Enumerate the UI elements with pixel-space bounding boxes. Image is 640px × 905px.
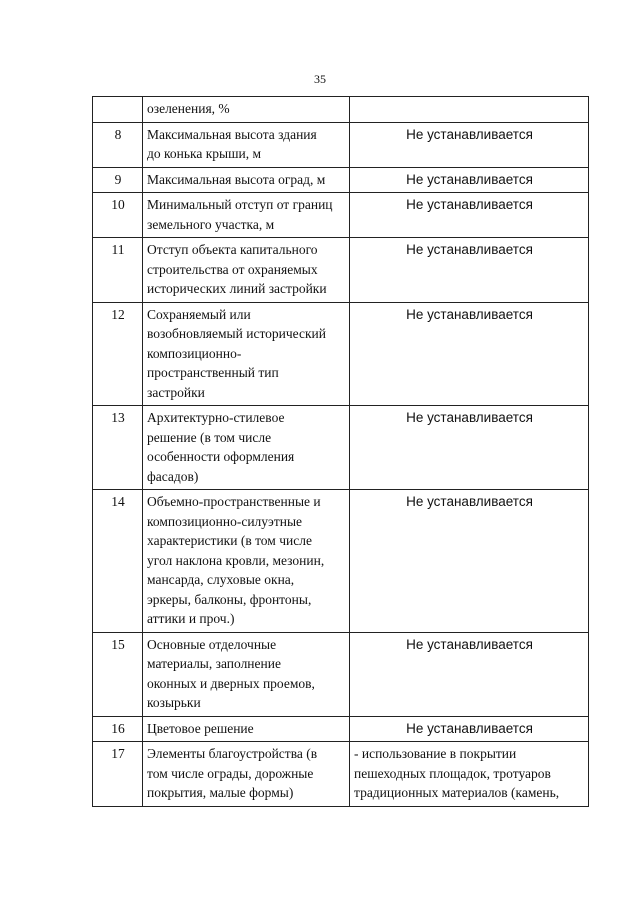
row-number: 14 — [93, 490, 143, 633]
row-number: 9 — [93, 167, 143, 193]
table-row — [93, 490, 589, 633]
value-text: Не устанавливается — [406, 636, 533, 652]
value-cell — [350, 167, 589, 193]
parameter-cell — [143, 167, 350, 193]
parameter-text: решение (в том числе — [147, 429, 272, 445]
page-number: 35 — [314, 72, 326, 86]
value-text: пешеходных площадок, тротуаров — [354, 765, 551, 781]
row-number: 10 — [93, 193, 143, 238]
parameter-text: Минимальный отступ от границ — [147, 197, 333, 212]
row-number: 13 — [93, 406, 143, 490]
parameter-text: угол наклона кровли, мезонин, — [147, 552, 325, 568]
table-row — [93, 632, 589, 716]
row-number: 8 — [93, 122, 143, 167]
row-number: 12 — [93, 302, 143, 406]
parameter-cell — [143, 193, 350, 238]
value-cell — [350, 742, 589, 807]
parameter-cell — [143, 716, 350, 742]
parameter-cell — [143, 302, 350, 406]
parameter-text: материалы, заполнение — [147, 656, 281, 671]
value-cell — [350, 193, 589, 238]
value-cell — [350, 97, 589, 123]
value-cell — [350, 302, 589, 406]
parameter-text: озеленения, % — [147, 101, 230, 116]
parameter-text: Цветовое решение — [147, 720, 254, 736]
parameter-text: Объемно-пространственные и — [147, 494, 321, 509]
parameter-text: мансарда, слуховые окна, — [147, 572, 295, 587]
value-text: - использование в покрытии — [354, 746, 517, 761]
row-number — [93, 97, 143, 123]
parameter-text: Максимальная высота здания — [147, 126, 317, 142]
parameter-text: Элементы благоустройства (в — [147, 746, 318, 761]
parameter-text: покрытия, малые формы) — [147, 785, 294, 800]
parameter-text: том числе ограды, дорожные — [147, 765, 314, 781]
value-text: Не устанавливается — [406, 197, 533, 212]
regulations-table — [92, 96, 589, 807]
value-text: Не устанавливается — [406, 242, 533, 257]
parameter-text: возобновляемый исторический — [147, 326, 327, 341]
row-number: 11 — [93, 238, 143, 303]
parameter-text: Максимальная высота оград, м — [147, 171, 326, 187]
parameter-cell — [143, 632, 350, 716]
value-text: Не устанавливается — [406, 306, 533, 322]
parameter-text: строительства от охраняемых — [147, 261, 318, 277]
table-row — [93, 193, 589, 238]
value-cell — [350, 122, 589, 167]
table-row — [93, 716, 589, 742]
parameter-cell — [143, 406, 350, 490]
parameter-cell — [143, 122, 350, 167]
parameter-cell — [143, 238, 350, 303]
parameter-text: характеристики (в том числе — [147, 533, 312, 548]
parameter-text: композиционно- — [147, 345, 242, 361]
table-row — [93, 742, 589, 807]
parameter-cell — [143, 742, 350, 807]
parameter-text: земельного участка, м — [147, 216, 275, 232]
row-number: 16 — [93, 716, 143, 742]
parameter-text: композиционно-силуэтные — [147, 513, 303, 529]
table-row — [93, 302, 589, 406]
parameter-text: аттики и проч.) — [147, 611, 235, 626]
value-text: Не устанавливается — [406, 720, 533, 736]
parameter-cell — [143, 97, 350, 123]
value-text: Не устанавливается — [406, 171, 533, 187]
parameter-text: застройки — [147, 384, 205, 400]
table-row — [93, 238, 589, 303]
table-body — [93, 97, 589, 807]
parameter-text: до конька крыши, м — [147, 146, 262, 161]
table-row — [93, 97, 589, 123]
parameter-cell — [143, 490, 350, 633]
parameter-text: козырьки — [147, 695, 201, 710]
parameter-text: Архитектурно-стилевое — [147, 410, 285, 425]
table-row — [93, 167, 589, 193]
value-text: Не устанавливается — [406, 494, 533, 509]
table-row — [93, 406, 589, 490]
table-row — [93, 122, 589, 167]
value-cell — [350, 238, 589, 303]
parameter-text: эркеры, балконы, фронтоны, — [147, 591, 312, 607]
parameter-text: оконных и дверных проемов, — [147, 675, 315, 691]
parameter-text: фасадов) — [147, 468, 199, 484]
value-text: Не устанавливается — [406, 126, 533, 142]
parameter-text: особенности оформления — [147, 449, 295, 464]
parameter-text: Отступ объекта капитального — [147, 242, 318, 257]
parameter-text: исторических линий застройки — [147, 281, 327, 296]
value-cell — [350, 406, 589, 490]
parameter-text: Сохраняемый или — [147, 306, 251, 322]
row-number: 15 — [93, 632, 143, 716]
value-text: Не устанавливается — [406, 410, 533, 425]
value-cell — [350, 716, 589, 742]
value-text: традиционных материалов (камень, — [354, 785, 560, 800]
parameter-text: Основные отделочные — [147, 636, 277, 652]
row-number: 17 — [93, 742, 143, 807]
parameter-text: пространственный тип — [147, 365, 279, 380]
value-cell — [350, 490, 589, 633]
value-cell — [350, 632, 589, 716]
